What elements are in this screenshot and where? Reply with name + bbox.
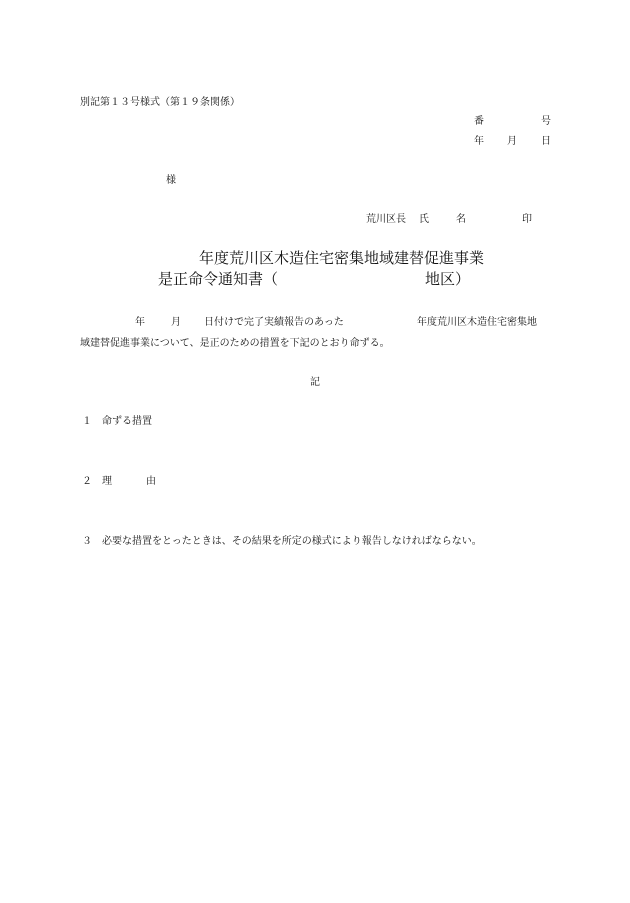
- issuer-name-label-2: 名: [456, 214, 466, 225]
- body-text-segment1: 日付けで完了実績報告のあった: [204, 317, 344, 328]
- document-title-line2-left: 是正命令通知書（: [158, 270, 279, 288]
- ki-marker: 記: [310, 377, 320, 388]
- item-3-text: 必要な措置をとったときは、その結果を所定の様式により報告しなければならない。: [102, 536, 482, 547]
- issuer-name-label-1: 氏: [419, 214, 429, 225]
- document-title-line2-right: 地区）: [425, 270, 471, 288]
- item-1-text: 命ずる措置: [102, 416, 152, 427]
- form-label: 別記第１３号様式（第１９条関係）: [80, 97, 240, 108]
- number-suffix: 号: [541, 116, 551, 127]
- item-1-number: １: [82, 416, 92, 427]
- number-label: 番: [474, 116, 484, 127]
- date-month: 月: [507, 136, 517, 147]
- body-year: 年: [135, 317, 145, 328]
- addressee-honorific: 様: [166, 175, 176, 186]
- issuer-title: 荒川区長: [366, 214, 406, 225]
- item-2-number: ２: [82, 476, 92, 487]
- document-title-line1: 年度荒川区木造住宅密集地域建替促進事業: [199, 249, 485, 267]
- body-text-line2: 域建替促進事業について、是正のための措置を下記のとおり命ずる。: [80, 338, 390, 349]
- body-text-segment2: 年度荒川区木造住宅密集地: [417, 317, 537, 328]
- item-2-text-b: 由: [146, 476, 156, 487]
- date-day: 日: [541, 136, 551, 147]
- date-year: 年: [474, 136, 484, 147]
- body-month: 月: [171, 317, 181, 328]
- item-2-text-a: 理: [102, 476, 112, 487]
- issuer-seal: 印: [522, 214, 532, 225]
- item-3-number: ３: [82, 536, 92, 547]
